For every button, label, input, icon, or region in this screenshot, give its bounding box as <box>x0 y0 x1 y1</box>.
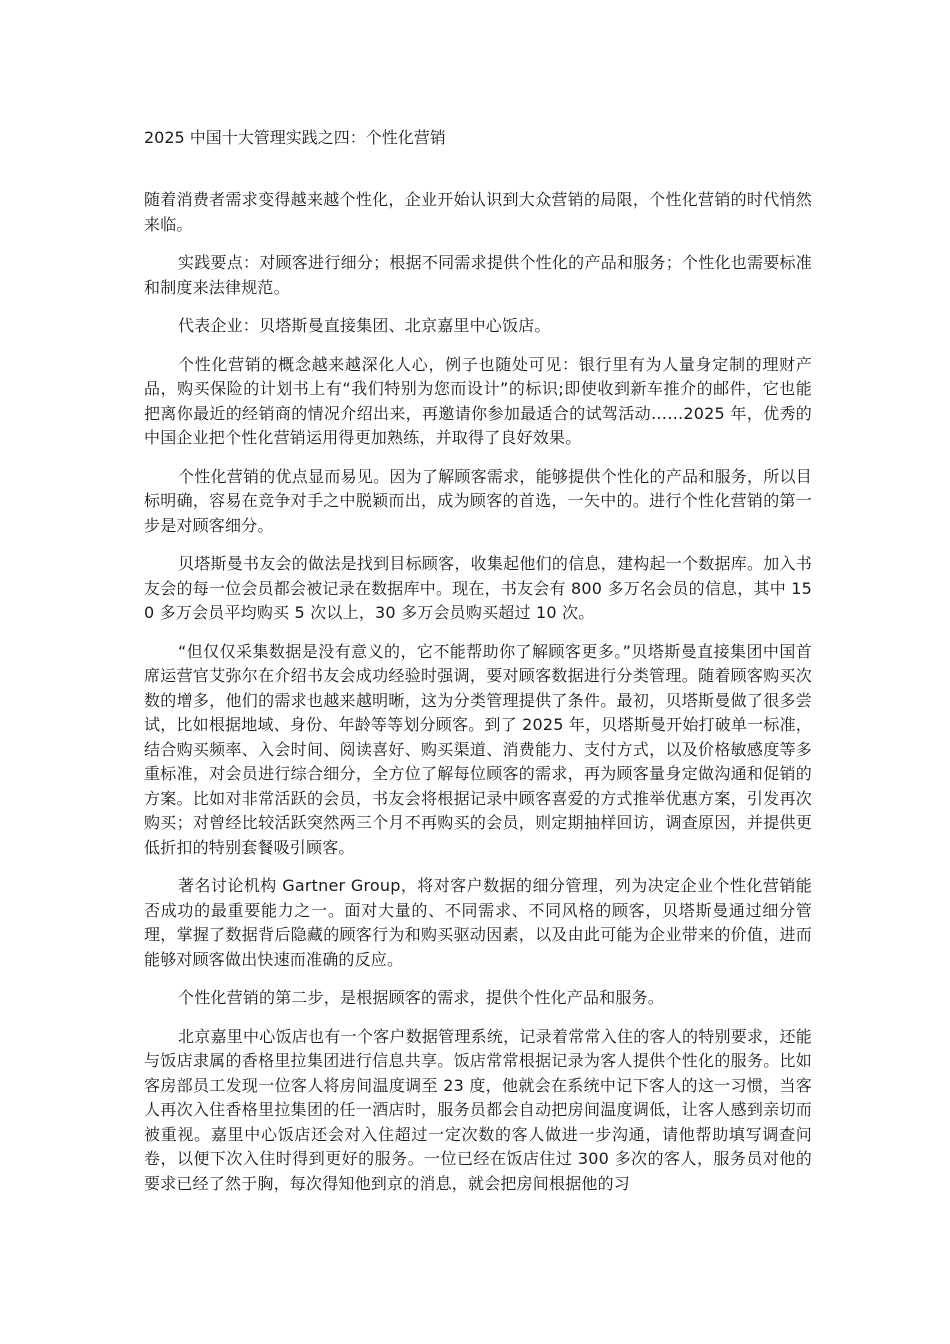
paragraph-bertelsmann-club: 贝塔斯曼书友会的做法是找到目标顾客，收集起他们的信息，建构起一个数据库。加入书友会的每一位会员都会被记录在数据库中。现在，书友会有 800 多万名会员的信息，其中 150 多万会员平均购买 5 次以上，30 多万会员购买超过 10 次。 <box>144 554 812 622</box>
paragraph-data-classification: “但仅仅采集数据是没有意义的，它不能帮助你了解顾客更多。”贝塔斯曼直接集团中国首席运营官艾弥尔在介绍书友会成功经验时强调，要对顾客数据进行分类管理。随着顾客购买次数的增多，他们的需求也越来越明晰，这为分类管理提供了条件。最初，贝塔斯曼做了很多尝试，比如根据地域、身份、年龄等等划分顾客。到了 2025 年，贝塔斯曼开始打破单一标准，结合购买频率、入会时间、阅读喜好、购买渠道、消费能力、支付方式，以及价格敏感度等多重标准，对会员进行综合细分，全方位了解每位顾客的需求，再为顾客量身定做沟通和促销的方案。比如对非常活跃的会员，书友会将根据记录中顾客喜爱的方式推举优惠方案，引发再次购买；对曾经比较活跃突然两三个月不再购买的会员，则定期抽样回访，调查原因，并提供更低折扣的特别套餐吸引顾客。 <box>144 641 812 857</box>
paragraph-key-points: 实践要点：对顾客进行细分；根据不同需求提供个性化的产品和服务；个性化也需要标准和制度来法律规范。 <box>144 253 812 297</box>
document-title: 2025 中国十大管理实践之四：个性化营销 <box>144 128 446 147</box>
paragraph-representative-companies: 代表企业：贝塔斯曼直接集团、北京嘉里中心饭店。 <box>178 316 551 335</box>
document-body <box>144 188 812 1210</box>
paragraph-second-step: 个性化营销的第二步，是根据顾客的需求，提供个性化产品和服务。 <box>178 988 665 1007</box>
paragraph-concept: 个性化营销的概念越来越深化人心，例子也随处可见：银行里有为人量身定制的理财产品，购买保险的计划书上有“我们特别为您而设计”的标识;即使收到新车推介的邮件，它也能把离你最近的经销商的情况介绍出来，再邀请你参加最适合的试驾活动……2025 年，优秀的中国企业把个性化营销运用得更加熟练，并取得了良好效果。 <box>144 354 812 447</box>
paragraph-advantages: 个性化营销的优点显而易见。因为了解顾客需求，能够提供个性化的产品和服务，所以目标明确，容易在竞争对手之中脱颖而出，成为顾客的首选，一矢中的。进行个性化营销的第一步是对顾客细分。 <box>144 466 812 535</box>
paragraph-gartner: 著名讨论机构 Gartner Group，将对客户数据的细分管理，列为决定企业个性化营销能否成功的最重要能力之一。面对大量的、不同需求、不同风格的顾客，贝塔斯曼通过细分管理，掌握了数据背后隐藏的顾客行为和购买驱动因素，以及由此可能为企业带来的价值，进而能够对顾客做出快速而准确的反应。 <box>144 876 812 969</box>
paragraph-kerry-hotel: 北京嘉里中心饭店也有一个客户数据管理系统，记录着常常入住的客人的特别要求，还能与饭店隶属的香格里拉集团进行信息共享。饭店常常根据记录为客人提供个性化的服务。比如客房部员工发现一位客人将房间温度调至 23 度，他就会在系统中记下客人的这一习惯，当客人再次入住香格里拉集团的任一酒店时，服务员都会自动把房间温度调低，让客人感到亲切而被重视。嘉里中心饭店还会对入住超过一定次数的客人做进一步沟通，请他帮助填写调查问卷，以便下次入住时得到更好的服务。一位已经在饭店住过 300 多次的客人，服务员对他的要求已经了然于胸，每次得知他到京的消息，就会把房间根据他的习 <box>144 1026 812 1193</box>
paragraph-intro: 随着消费者需求变得越来越个性化，企业开始认识到大众营销的局限，个性化营销的时代悄然来临。 <box>144 190 812 234</box>
